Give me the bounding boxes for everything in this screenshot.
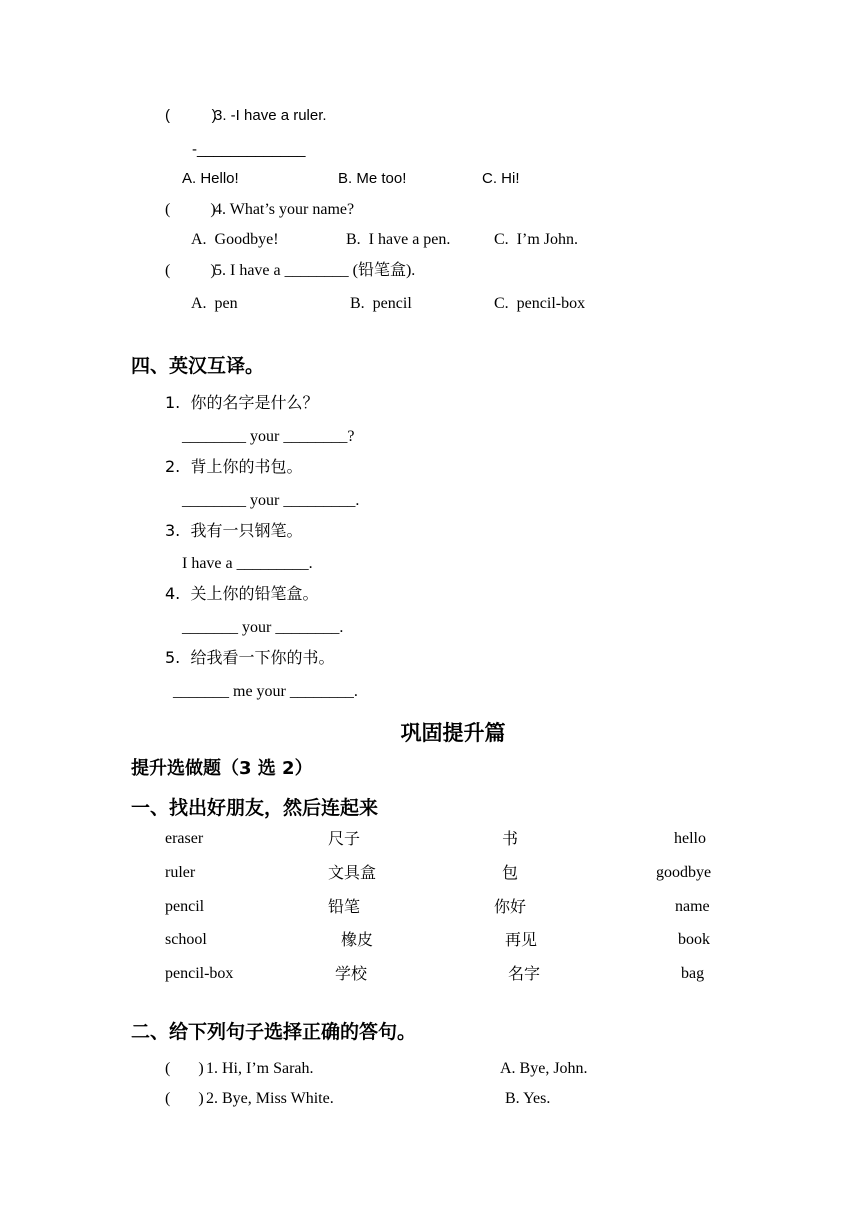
translation-answer[interactable]: I have a _________. [182,555,313,572]
answer-paren[interactable]: ( ) [165,1090,204,1107]
answer-option: B. Yes. [505,1090,551,1107]
option-a: A. Goodbye! [191,231,279,248]
translation-prompt: 4. 关上你的铅笔盒。 [165,584,319,603]
page-title: 巩固提升篇 [400,721,506,745]
match-word[interactable]: 再见 [505,930,538,949]
match-word[interactable]: bag [681,965,705,982]
question-stem: 3. -I have a ruler. [214,107,327,124]
match-word[interactable]: ruler [165,864,196,881]
match-word[interactable]: 尺子 [328,829,361,848]
match-word[interactable]: 铅笔 [328,897,361,916]
match-word[interactable]: 你好 [494,897,527,916]
translation-prompt: 1. 你的名字是什么？ [165,393,319,412]
question-stem: 4. What’s your name? [214,201,355,218]
match-word[interactable]: hello [674,830,706,847]
answer-option: A. Bye, John. [500,1060,588,1077]
match-word[interactable]: 名字 [508,964,541,983]
section-heading-answers: 二、给下列句子选择正确的答句。 [131,1021,417,1043]
match-word[interactable]: eraser [165,830,204,847]
match-word[interactable]: name [675,898,710,915]
answer-blank[interactable]: -_____________ [192,141,306,158]
option-c: C. I’m John. [494,231,578,248]
option-c: C. Hi! [482,170,520,187]
match-word[interactable]: 学校 [335,964,368,983]
translation-answer[interactable]: ________ your ________? [182,428,355,445]
match-word[interactable]: 橡皮 [341,930,374,949]
translation-answer[interactable]: _______ your ________. [182,619,344,636]
option-c: C. pencil-box [494,295,586,312]
subtitle: 提升选做题（3 选 2） [131,758,313,779]
answer-paren[interactable]: ( ) [165,201,216,218]
match-word[interactable]: goodbye [656,864,712,881]
match-word[interactable]: book [678,931,710,948]
question-stem: 1. Hi, I’m Sarah. [206,1060,314,1077]
option-a: A. Hello! [182,170,239,187]
answer-paren[interactable]: ( ) [165,262,216,279]
translation-answer[interactable]: ________ your _________. [182,492,360,509]
translation-answer[interactable]: _______ me your ________. [173,683,358,700]
translation-prompt: 5. 给我看一下你的书。 [165,648,335,667]
answer-paren[interactable]: ( ) [165,107,217,124]
section-heading-matching: 一、找出好朋友，然后连起来 [131,797,379,819]
match-word[interactable]: school [165,931,207,948]
match-word[interactable]: pencil [165,898,205,915]
option-a: A. pen [191,295,238,312]
match-word[interactable]: 书 [502,829,519,848]
match-word[interactable]: 包 [502,863,519,882]
question-stem: 5. I have a ________ (铅笔盒). [214,262,416,279]
translation-prompt: 3. 我有一只钢笔。 [165,521,303,540]
question-stem: 2. Bye, Miss White. [206,1090,334,1107]
option-b: B. I have a pen. [346,231,451,248]
translation-prompt: 2. 背上你的书包。 [165,457,303,476]
match-word[interactable]: 文具盒 [328,863,377,882]
option-b: B. pencil [350,295,412,312]
match-word[interactable]: pencil-box [165,965,234,982]
section-heading-translation: 四、英汉互译。 [131,355,265,377]
answer-paren[interactable]: ( ) [165,1060,204,1077]
option-b: B. Me too! [338,170,407,187]
